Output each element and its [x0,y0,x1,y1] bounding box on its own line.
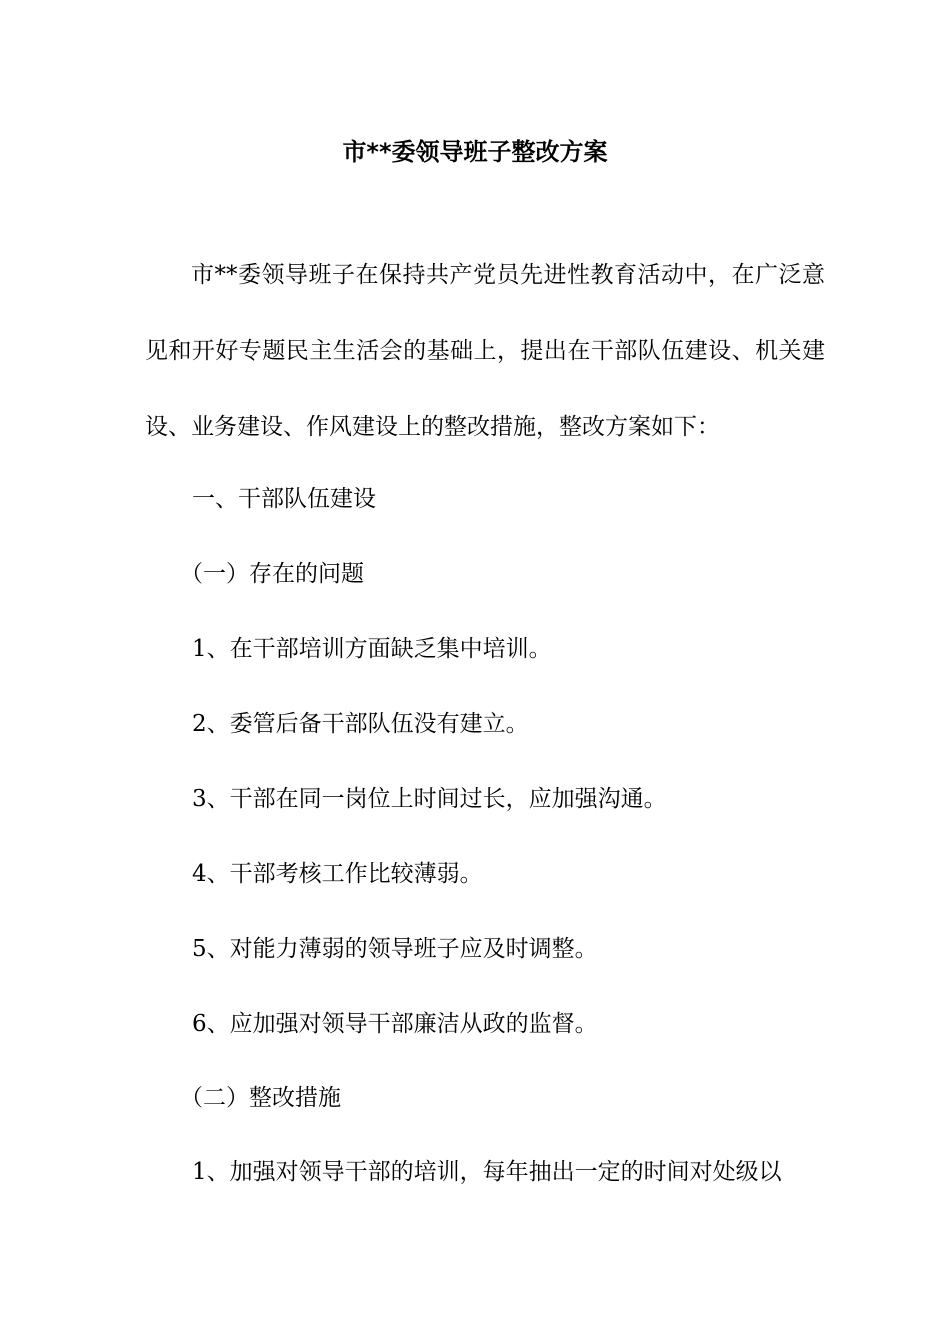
problem-item: 3、干部在同一岗位上时间过长，应加强沟通。 [192,786,667,812]
subsection-heading: （一）存在的问题 [180,561,364,587]
document-title: 市**委领导班子整改方案 [342,138,608,166]
problem-item: 5、对能力薄弱的领导班子应及时调整。 [192,936,598,962]
problem-item: 6、应加强对领导干部廉洁从政的监督。 [192,1011,598,1037]
problem-item: 4、干部考核工作比较薄弱。 [192,861,483,887]
problem-item: 2、委管后备干部队伍没有建立。 [192,711,529,737]
section-heading: 一、干部队伍建设 [192,486,376,512]
measure-item: 1、加强对领导干部的培训，每年抽出一定的时间对处级以 [192,1159,782,1185]
problem-item: 1、在干部培训方面缺乏集中培训。 [192,636,552,662]
subsection-heading: （二）整改措施 [180,1085,341,1111]
intro-paragraph: 市**委领导班子在保持共产党员先进性教育活动中，在广泛意见和开好专题民主生活会的基础上，提出在干部队伍建设、机关建设、业务建设、作风建设上的整改措施，整改方案如下： [145,262,825,440]
